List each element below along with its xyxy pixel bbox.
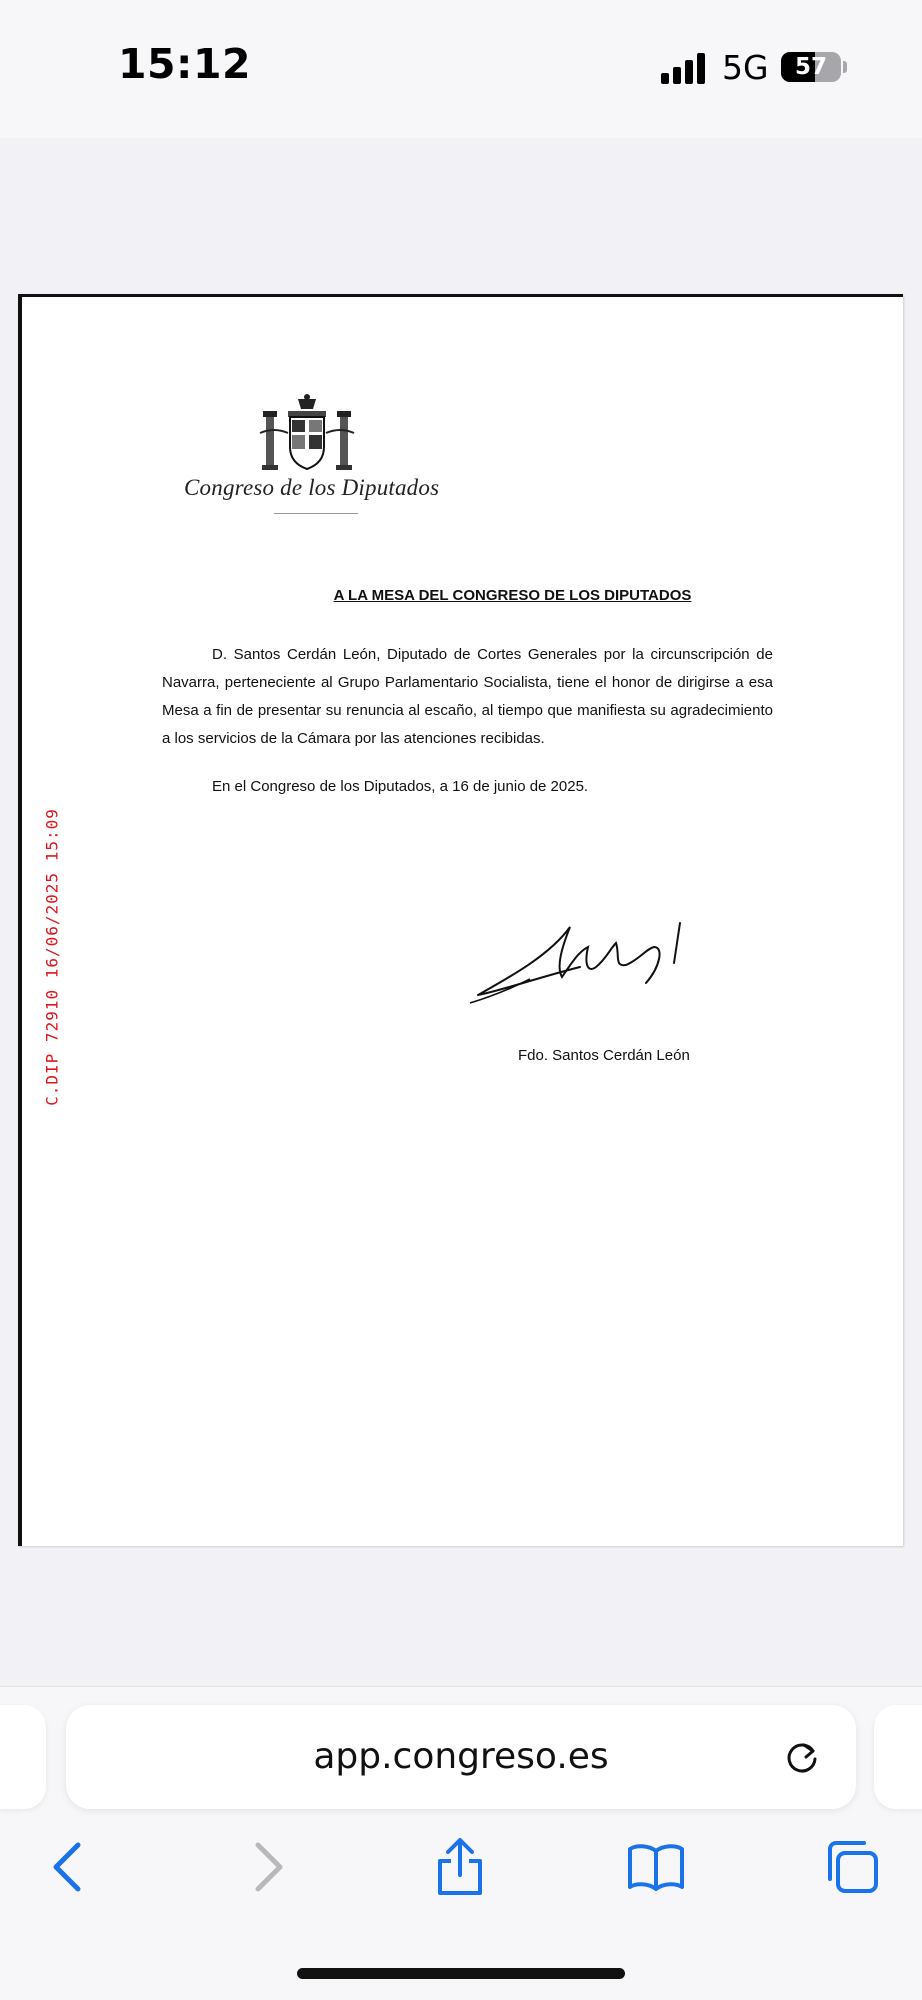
registry-stamp-text: C.DIP 72910 16/06/2025 15:09 xyxy=(42,808,62,1106)
address-bar[interactable] xyxy=(66,1705,856,1809)
network-type: 5G xyxy=(722,48,769,87)
document-date-line: En el Congreso de los Diputados, a 16 de junio de 2025. xyxy=(212,778,589,795)
back-button[interactable] xyxy=(38,1837,98,1897)
status-bar xyxy=(0,0,922,138)
battery-tip xyxy=(843,61,847,73)
status-time: 15:12 xyxy=(118,40,252,88)
document-heading: A LA MESA DEL CONGRESO DE LOS DIPUTADOS xyxy=(333,587,692,604)
next-tab-card[interactable] xyxy=(874,1705,922,1809)
cellular-signal-icon xyxy=(661,52,707,84)
tabs-button[interactable] xyxy=(822,1837,882,1897)
battery-icon xyxy=(781,52,841,82)
registry-stamp xyxy=(42,767,62,1147)
home-indicator[interactable] xyxy=(297,1968,625,1979)
back-icon[interactable] xyxy=(48,1841,88,1893)
battery-level: 57 xyxy=(794,54,827,80)
browser-bottom-bar xyxy=(0,1686,922,2000)
bookmarks-icon[interactable] xyxy=(626,1841,686,1893)
org-underline xyxy=(274,513,358,514)
reload-icon[interactable] xyxy=(782,1737,822,1777)
document-signer: Fdo. Santos Cerdán León xyxy=(518,1047,690,1064)
forward-button[interactable] xyxy=(238,1837,298,1897)
coat-of-arms-icon xyxy=(258,393,356,477)
tabs-icon[interactable] xyxy=(824,1839,880,1895)
forward-icon[interactable] xyxy=(248,1841,288,1893)
document-body: D. Santos Cerdán León, Diputado de Cortes Generales por la circunscripción de Navarra, perteneciente al Grupo Parlamentario Socialista, tiene el honor de dirigirse a esa Mesa a fin de presentar su renuncia al escaño, al tiempo que manifiesta su agradecimiento a los servicios de la Cámara por las atenciones recibidas. xyxy=(162,646,773,747)
share-icon[interactable] xyxy=(434,1837,486,1897)
document-page[interactable] xyxy=(18,294,903,1546)
share-button[interactable] xyxy=(430,1837,490,1897)
org-name: Congreso de los Diputados xyxy=(184,475,440,500)
previous-tab-card[interactable] xyxy=(0,1705,46,1809)
bookmarks-button[interactable] xyxy=(626,1837,686,1897)
url-text[interactable]: app.congreso.es xyxy=(313,1736,609,1777)
handwritten-signature-icon xyxy=(470,907,740,1017)
